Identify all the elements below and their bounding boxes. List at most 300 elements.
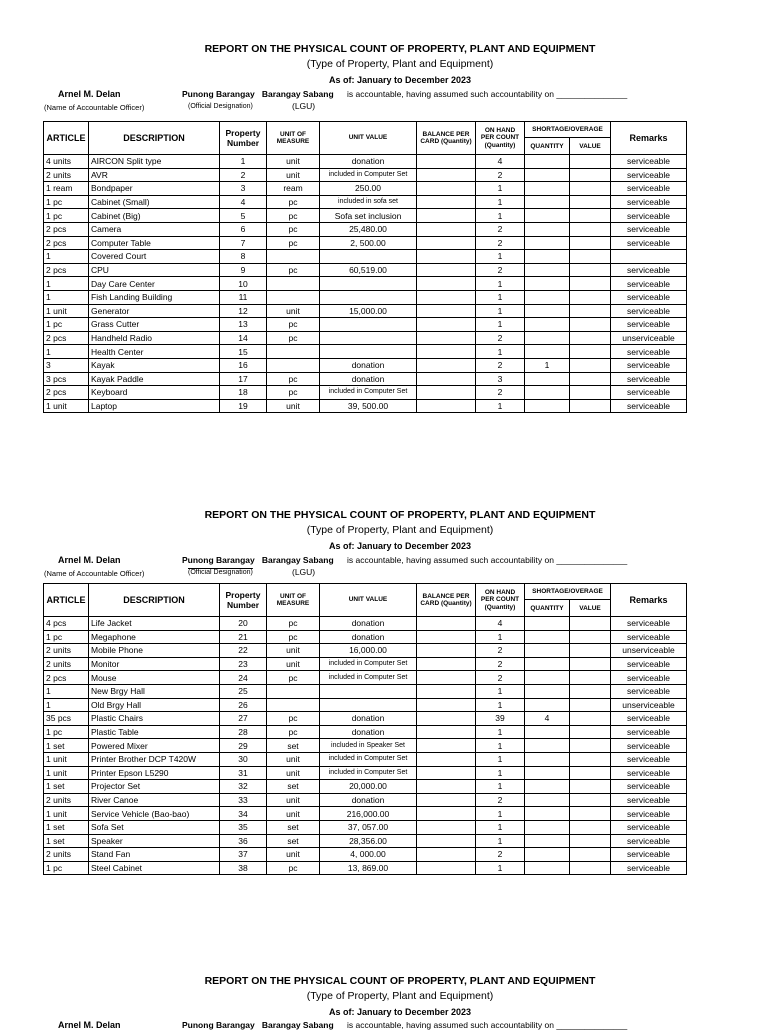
cell-description: Plastic Table [89,725,220,739]
cell-property-number: 20 [220,617,267,631]
cell-balance-per-card [417,712,476,726]
cell-balance-per-card [417,250,476,264]
cell-shortage-value [570,712,611,726]
cell-remarks: unserviceable [611,644,687,658]
cell-shortage-value [570,834,611,848]
col-unit-value: UNIT VALUE [320,584,417,617]
cell-unit-value: included in Computer Set [320,386,417,400]
cell-on-hand: 2 [476,671,525,685]
cell-property-number: 32 [220,780,267,794]
cell-remarks: serviceable [611,304,687,318]
cell-on-hand: 1 [476,780,525,794]
table-row [44,848,687,862]
cell-on-hand: 1 [476,807,525,821]
cell-shortage-quantity [525,386,570,400]
cell-article: 1 unit [44,304,89,318]
cell-shortage-value [570,780,611,794]
cell-balance-per-card [417,168,476,182]
cell-on-hand: 1 [476,399,525,413]
officer-name: Arnel M. Delan [58,555,121,565]
cell-shortage-quantity [525,630,570,644]
cell-shortage-value [570,386,611,400]
cell-property-number: 37 [220,848,267,862]
cell-unit-value [320,698,417,712]
cell-shortage-value [570,345,611,359]
cell-shortage-quantity [525,345,570,359]
cell-balance-per-card [417,209,476,223]
cell-balance-per-card [417,834,476,848]
cell-description: Fish Landing Building [89,290,220,304]
cell-article: 2 pcs [44,331,89,345]
designation-text: Punong Barangay [182,1020,255,1030]
table-row [44,766,687,780]
cell-shortage-value [570,820,611,834]
cell-description: Monitor [89,657,220,671]
cell-shortage-value [570,671,611,685]
cell-article: 2 pcs [44,222,89,236]
cell-on-hand: 1 [476,318,525,332]
cell-property-number: 2 [220,168,267,182]
cell-balance-per-card [417,182,476,196]
cell-unit-value: 2, 500.00 [320,236,417,250]
cell-shortage-value [570,766,611,780]
cell-article: 2 units [44,848,89,862]
cell-unit-value: 39, 500.00 [320,399,417,413]
col-shortage-overage: SHORTAGE/OVERAGE [525,584,611,600]
cell-balance-per-card [417,848,476,862]
cell-balance-per-card [417,671,476,685]
cell-balance-per-card [417,657,476,671]
cell-unit-of-measure: pc [267,617,320,631]
cell-unit-of-measure [267,358,320,372]
cell-on-hand: 2 [476,793,525,807]
table-row [44,684,687,698]
table-row [44,399,687,413]
cell-shortage-quantity [525,780,570,794]
table-row [44,739,687,753]
accountability-statement: is accountable, having assumed such accountability on _______________ [347,1020,628,1030]
cell-unit-value: included in Computer Set [320,657,417,671]
table-row [44,834,687,848]
col-property-number: Property Number [220,584,267,617]
cell-remarks: serviceable [611,195,687,209]
cell-unit-of-measure: unit [267,848,320,862]
col-description: DESCRIPTION [89,584,220,617]
cell-balance-per-card [417,331,476,345]
cell-on-hand: 39 [476,712,525,726]
col-remarks: Remarks [611,122,687,155]
cell-on-hand: 1 [476,182,525,196]
cell-unit-value [320,684,417,698]
cell-remarks: serviceable [611,739,687,753]
lgu-name: Barangay Sabang [261,1020,334,1030]
cell-property-number: 10 [220,277,267,291]
cell-unit-value: Sofa set inclusion [320,209,417,223]
cell-on-hand: 1 [476,304,525,318]
col-on-hand-per-count: ON HAND PER COUNT (Quantity) [476,122,525,155]
cell-unit-value: 4, 000.00 [320,848,417,862]
cell-description: Printer Brother DCP T420W [89,752,220,766]
cell-shortage-quantity [525,331,570,345]
cell-on-hand: 1 [476,684,525,698]
cell-unit-value: 37, 057.00 [320,820,417,834]
report-title: REPORT ON THE PHYSICAL COUNT OF PROPERTY, PLANT AND EQUIPMENT [204,43,596,55]
report-subtitle: (Type of Property, Plant and Equipment) [306,58,494,70]
cell-remarks [611,250,687,264]
cell-unit-of-measure [267,698,320,712]
cell-remarks: serviceable [611,793,687,807]
cell-unit-value [320,277,417,291]
cell-shortage-value [570,155,611,169]
cell-property-number: 18 [220,386,267,400]
cell-on-hand: 4 [476,617,525,631]
cell-remarks: serviceable [611,807,687,821]
cell-description: Handheld Radio [89,331,220,345]
cell-shortage-value [570,304,611,318]
col-description: DESCRIPTION [89,122,220,155]
cell-remarks: serviceable [611,725,687,739]
cell-unit-value [320,250,417,264]
cell-shortage-quantity [525,209,570,223]
designation-text: Punong Barangay [182,555,255,565]
cell-article: 1 [44,698,89,712]
cell-balance-per-card [417,739,476,753]
cell-on-hand: 1 [476,345,525,359]
cell-article: 1 [44,684,89,698]
cell-shortage-value [570,630,611,644]
lgu-caption: (LGU) [292,567,316,577]
cell-remarks: serviceable [611,209,687,223]
table-row [44,250,687,264]
cell-description: Powered Mixer [89,739,220,753]
report-as-of: As of: January to December 2023 [328,541,472,551]
cell-description: Generator [89,304,220,318]
cell-description: New Brgy Hall [89,684,220,698]
cell-shortage-quantity [525,725,570,739]
table-row [44,820,687,834]
cell-unit-value: included in Speaker Set [320,739,417,753]
col-article: ARTICLE [44,584,89,617]
cell-unit-of-measure: pc [267,372,320,386]
lgu-name: Barangay Sabang [261,555,334,565]
cell-description: Service Vehicle (Bao-bao) [89,807,220,821]
accountability-statement: is accountable, having assumed such accountability on _______________ [347,89,628,99]
cell-balance-per-card [417,358,476,372]
cell-shortage-value [570,657,611,671]
report-as-of: As of: January to December 2023 [328,75,472,85]
cell-unit-value: donation [320,155,417,169]
lgu-name: Barangay Sabang [261,89,334,99]
cell-shortage-quantity [525,848,570,862]
officer-name: Arnel M. Delan [58,89,121,99]
cell-unit-value: donation [320,617,417,631]
cell-article: 1 pc [44,209,89,223]
officer-designation [182,89,334,99]
cell-balance-per-card [417,698,476,712]
cell-property-number: 14 [220,331,267,345]
cell-shortage-quantity [525,698,570,712]
table-row [44,182,687,196]
cell-property-number: 29 [220,739,267,753]
cell-article: 2 units [44,168,89,182]
cell-property-number: 26 [220,698,267,712]
cell-remarks: serviceable [611,766,687,780]
cell-unit-value: included in sofa set [320,195,417,209]
cell-article: 1 [44,277,89,291]
cell-article: 2 pcs [44,263,89,277]
table-row [44,630,687,644]
cell-unit-of-measure [267,345,320,359]
cell-shortage-quantity [525,617,570,631]
cell-remarks: serviceable [611,820,687,834]
table-row [44,331,687,345]
cell-balance-per-card [417,820,476,834]
cell-shortage-quantity [525,739,570,753]
cell-article: 2 units [44,644,89,658]
cell-unit-of-measure: unit [267,752,320,766]
cell-description: Life Jacket [89,617,220,631]
cell-article: 1 pc [44,195,89,209]
cell-on-hand: 2 [476,236,525,250]
cell-description: Covered Court [89,250,220,264]
cell-article: 1 ream [44,182,89,196]
cell-balance-per-card [417,630,476,644]
cell-remarks: serviceable [611,182,687,196]
cell-on-hand: 1 [476,277,525,291]
cell-property-number: 16 [220,358,267,372]
cell-unit-of-measure: ream [267,182,320,196]
cell-description: Printer Epson L5290 [89,766,220,780]
designation-text: Punong Barangay [182,89,255,99]
cell-description: Health Center [89,345,220,359]
cell-remarks: unserviceable [611,331,687,345]
cell-shortage-value [570,236,611,250]
cell-remarks: serviceable [611,318,687,332]
cell-remarks: serviceable [611,358,687,372]
cell-description: Cabinet (Big) [89,209,220,223]
cell-unit-value: included in Computer Set [320,752,417,766]
cell-property-number: 13 [220,318,267,332]
cell-remarks: serviceable [611,617,687,631]
cell-unit-value: donation [320,358,417,372]
cell-balance-per-card [417,684,476,698]
cell-on-hand: 2 [476,222,525,236]
cell-unit-of-measure [267,290,320,304]
cell-unit-value: 13, 869.00 [320,861,417,875]
cell-shortage-quantity [525,318,570,332]
cell-description: Mouse [89,671,220,685]
cell-description: AIRCON Split type [89,155,220,169]
table-row [44,617,687,631]
cell-balance-per-card [417,399,476,413]
cell-description: AVR [89,168,220,182]
cell-balance-per-card [417,617,476,631]
cell-unit-of-measure: unit [267,644,320,658]
cell-remarks: serviceable [611,277,687,291]
report-as-of: As of: January to December 2023 [328,1007,472,1017]
cell-property-number: 4 [220,195,267,209]
cell-article: 1 pc [44,861,89,875]
cell-remarks: serviceable [611,236,687,250]
cell-shortage-quantity [525,644,570,658]
cell-article: 1 unit [44,399,89,413]
cell-remarks: serviceable [611,630,687,644]
cell-on-hand: 2 [476,848,525,862]
cell-on-hand: 4 [476,155,525,169]
cell-property-number: 9 [220,263,267,277]
cell-shortage-quantity [525,684,570,698]
cell-remarks: serviceable [611,168,687,182]
cell-property-number: 33 [220,793,267,807]
cell-unit-of-measure: set [267,780,320,794]
cell-property-number: 27 [220,712,267,726]
cell-shortage-quantity [525,766,570,780]
cell-shortage-value [570,331,611,345]
cell-article: 1 [44,290,89,304]
cell-unit-value: included in Computer Set [320,766,417,780]
col-balance-per-card: BALANCE PER CARD (Quantity) [417,122,476,155]
cell-unit-value: 20,000.00 [320,780,417,794]
cell-unit-of-measure: unit [267,399,320,413]
cell-on-hand: 2 [476,331,525,345]
cell-on-hand: 1 [476,739,525,753]
officer-name: Arnel M. Delan [58,1020,121,1030]
cell-unit-value [320,290,417,304]
cell-shortage-value [570,644,611,658]
cell-on-hand: 2 [476,263,525,277]
cell-shortage-value [570,263,611,277]
cell-shortage-quantity [525,250,570,264]
cell-shortage-quantity [525,263,570,277]
cell-unit-value [320,345,417,359]
cell-shortage-value [570,752,611,766]
cell-shortage-value [570,684,611,698]
cell-unit-value: 60,519.00 [320,263,417,277]
table-row [44,752,687,766]
cell-shortage-quantity: 1 [525,358,570,372]
cell-balance-per-card [417,155,476,169]
cell-on-hand: 1 [476,209,525,223]
cell-article: 1 pc [44,318,89,332]
cell-remarks: serviceable [611,671,687,685]
cell-property-number: 21 [220,630,267,644]
cell-description: Kayak Paddle [89,372,220,386]
table-row [44,304,687,318]
cell-property-number: 25 [220,684,267,698]
cell-balance-per-card [417,861,476,875]
col-shortage-quantity: QUANTITY [525,138,570,155]
cell-shortage-value [570,807,611,821]
col-shortage-overage: SHORTAGE/OVERAGE [525,122,611,138]
cell-unit-of-measure: set [267,834,320,848]
cell-on-hand: 2 [476,644,525,658]
cell-shortage-value [570,793,611,807]
cell-article: 2 pcs [44,671,89,685]
lgu-caption: (LGU) [292,101,316,111]
cell-shortage-quantity [525,657,570,671]
table-row [44,386,687,400]
cell-article: 1 [44,345,89,359]
cell-unit-of-measure: unit [267,807,320,821]
cell-shortage-quantity [525,671,570,685]
cell-description: Bondpaper [89,182,220,196]
cell-remarks: serviceable [611,372,687,386]
cell-unit-value: donation [320,793,417,807]
cell-on-hand: 1 [476,290,525,304]
cell-shortage-quantity [525,236,570,250]
cell-article: 2 pcs [44,236,89,250]
cell-shortage-quantity [525,372,570,386]
cell-unit-of-measure: set [267,820,320,834]
cell-property-number: 19 [220,399,267,413]
cell-shortage-value [570,617,611,631]
cell-property-number: 11 [220,290,267,304]
cell-on-hand: 1 [476,725,525,739]
cell-on-hand: 2 [476,386,525,400]
col-on-hand-per-count: ON HAND PER COUNT (Quantity) [476,584,525,617]
cell-unit-value [320,318,417,332]
cell-balance-per-card [417,372,476,386]
cell-unit-of-measure: set [267,739,320,753]
cell-property-number: 1 [220,155,267,169]
cell-remarks: serviceable [611,345,687,359]
cell-article: 1 unit [44,807,89,821]
cell-unit-of-measure: pc [267,263,320,277]
cell-shortage-value [570,725,611,739]
cell-balance-per-card [417,304,476,318]
col-unit-of-measure: UNIT OF MEASURE [267,584,320,617]
cell-on-hand: 1 [476,630,525,644]
cell-article: 4 units [44,155,89,169]
cell-unit-of-measure: pc [267,331,320,345]
cell-article: 1 pc [44,630,89,644]
cell-remarks: serviceable [611,399,687,413]
table-row [44,236,687,250]
cell-description: River Canoe [89,793,220,807]
cell-description: CPU [89,263,220,277]
cell-unit-of-measure [267,250,320,264]
cell-property-number: 30 [220,752,267,766]
cell-balance-per-card [417,236,476,250]
col-article: ARTICLE [44,122,89,155]
cell-property-number: 7 [220,236,267,250]
cell-article: 1 set [44,820,89,834]
cell-article: 2 units [44,793,89,807]
cell-on-hand: 1 [476,834,525,848]
table-row [44,372,687,386]
table-row [44,263,687,277]
cell-unit-of-measure [267,684,320,698]
col-remarks: Remarks [611,584,687,617]
cell-unit-value: 25,480.00 [320,222,417,236]
cell-unit-of-measure: unit [267,766,320,780]
cell-balance-per-card [417,195,476,209]
cell-unit-of-measure: unit [267,155,320,169]
col-shortage-value: VALUE [570,600,611,617]
cell-shortage-quantity [525,793,570,807]
cell-description: Laptop [89,399,220,413]
cell-shortage-quantity [525,277,570,291]
cell-shortage-quantity [525,820,570,834]
cell-unit-value: donation [320,630,417,644]
cell-on-hand: 3 [476,372,525,386]
cell-on-hand: 1 [476,698,525,712]
table-row [44,780,687,794]
cell-description: Steel Cabinet [89,861,220,875]
cell-unit-of-measure: pc [267,318,320,332]
cell-property-number: 38 [220,861,267,875]
cell-unit-value: donation [320,725,417,739]
